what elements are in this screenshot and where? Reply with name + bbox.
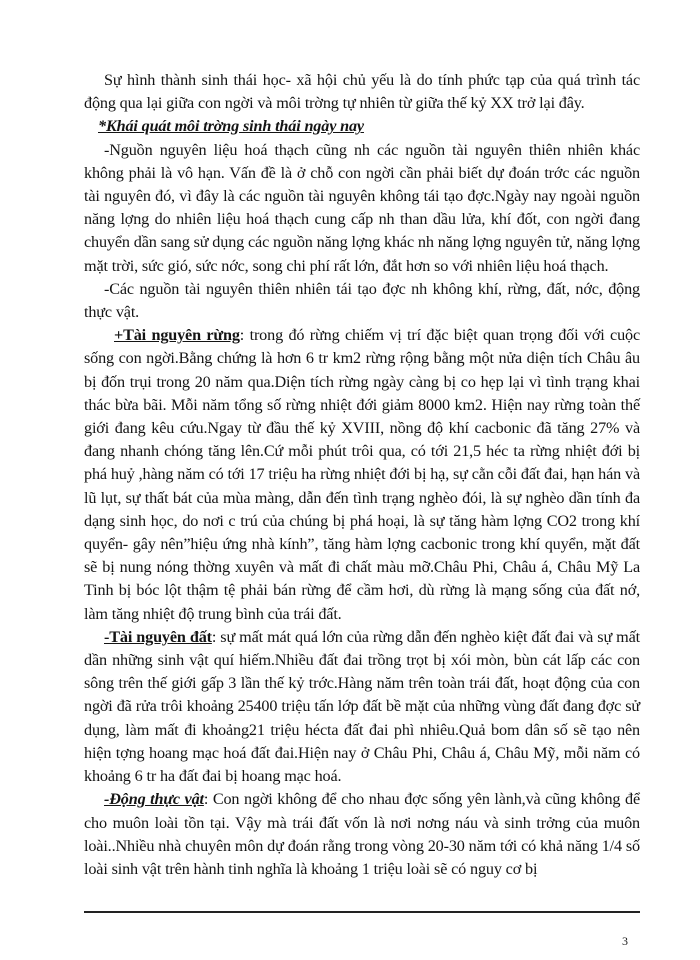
forest-text: : trong đó rừng chiếm vị trí đặc biệt quan trọng đối với cuộc sống con ngời.Bằng chứng là hơn 6 tr km2 rừng rộng bằng một nửa diện tích Châu âu bị đốn trụi trong 20 năm qua.Diện tích rừng ngày càng bị co hẹp lại vì tình trạng khai thác bừa bãi. Mỗi năm tổng số rừng nhiệt đới giảm 8000 km2. Hiện nay rừng toàn thế giới đang kêu cứu.Ngay từ đầu thế kỷ XVIII, nồng độ khí cacbonic đã tăng 27% và đang nhanh chóng tăng lên.Cứ mỗi phút trôi qua, có tới 21,5 héc ta rừng nhiệt đới bị phá huỷ ,hàng năm có tới 17 triệu ha rừng nhiệt đới bị hạ, sự cằn cỗi đất đai, hạn hán và lũ lụt, sự thất bát của mùa màng, dẫn đến tình trạng nghèo đói, là sự nghèo dần tính đa dạng sinh học, do nơi c trú của chúng bị phá hoại, là sự tăng hàm lợng CO2 trong khí quyển- gây nên”hiệu ứng nhà kính”, tăng hàm lợng cacbonic trong khí quyển, mặt đất sẽ bị nung nóng thờng xuyên và mất đi chất màu mỡ.Châu Phi, Châu á, Châu Mỹ La Tinh bị bóc lột thậm tệ phải bán rừng để cầm hơi, dù rừng là mạng sống của đất nớ, làm tăng nhiệt độ trung bình của trái đất.: [84, 326, 640, 623]
land-label: -Tài nguyên đất: [104, 627, 212, 646]
flora-fauna-label: -Động thực vật: [104, 790, 204, 809]
land-text: : sự mất mát quá lớn của rừng dẫn đến nghèo kiệt đất đai và sự mất dần những sinh vật quí hiếm.Nhiều đất đai trồng trọt bị xói mòn, bùn cát lấp các con sông trên thế giới gấp 3 lần thế kỷ trớc.Hàng năm trên toàn trái đất, hoạt động của con ngời đã rửa trôi khoảng 25400 triệu tấn lớp đất bề mặt của những vùng đất đang đợc sử dụng, làm mất đi khoảng21 triệu hécta đất đai phì nhiêu.Quả bom dân số sẽ tạo nên hiện tợng hoang mạc hoá đất đai.Hiện nay ở Châu Phi, Châu á, Châu Mỹ, mỗi năm có khoảng 6 tr ha đất đai bị hoang mạc hoá.: [84, 627, 640, 786]
body-text: [84, 69, 640, 881]
paragraph-forest: [84, 324, 640, 626]
paragraph-land: [84, 626, 640, 788]
section-heading: *Khái quát môi trờng sinh thái ngày nay: [98, 117, 364, 136]
paragraph-fossil-fuels: -Nguồn nguyên liệu hoá thạch cũng nh các nguồn tài nguyên thiên nhiên khác không phải là vô hạn. Vấn đề là ở chỗ con ngời cần phải biết dự đoán trớc các nguồn tài nguyên đó, vì đây là các nguồn tài nguyên không tái tạo đợc.Ngày nay ngoài nguồn năng lợng do nhiên liệu hoá thạch cung cấp nh than dầu lửa, khí đốt, con ngời đang chuyển dần sang sử dụng các nguồn năng lợng khác nh năng lợng nguyên tử, năng lợng mặt trời, sức gió, sức nớc, song chi phí rất lớn, đắt hơn so với nhiên liệu hoá thạch.: [84, 140, 640, 275]
page-number: 3: [622, 934, 628, 948]
forest-label: +Tài nguyên rừng: [114, 326, 240, 345]
paragraph-renewable: -Các nguồn tài nguyên thiên nhiên tái tạo đợc nh không khí, rừng, đất, nớc, động thực vật.: [84, 279, 640, 322]
paragraph-intro: Sự hình thành sinh thái học- xã hội chủ yếu là do tính phức tạp của quá trình tác động qua lại giữa con ngời và môi trờng tự nhiên từ giữa thế kỷ XX trở lại đây.: [84, 71, 640, 113]
paragraph-flora-fauna: [84, 788, 640, 881]
flora-fauna-text: : Con ngời không để cho nhau đợc sống yên lành,và cũng không để cho muôn loài tồn tại. Vậy mà trái đất vốn là nơi nơng náu và sinh trởng của muôn loài..Nhiều nhà chuyên môn dự đoán rằng trong vòng 20-30 năm tới có khả năng 1/4 số loài sinh vật trên hành tinh nghĩa là khoảng 1 triệu loài sẽ có nguy cơ bị: [84, 790, 640, 878]
footer-rule: [84, 911, 640, 913]
